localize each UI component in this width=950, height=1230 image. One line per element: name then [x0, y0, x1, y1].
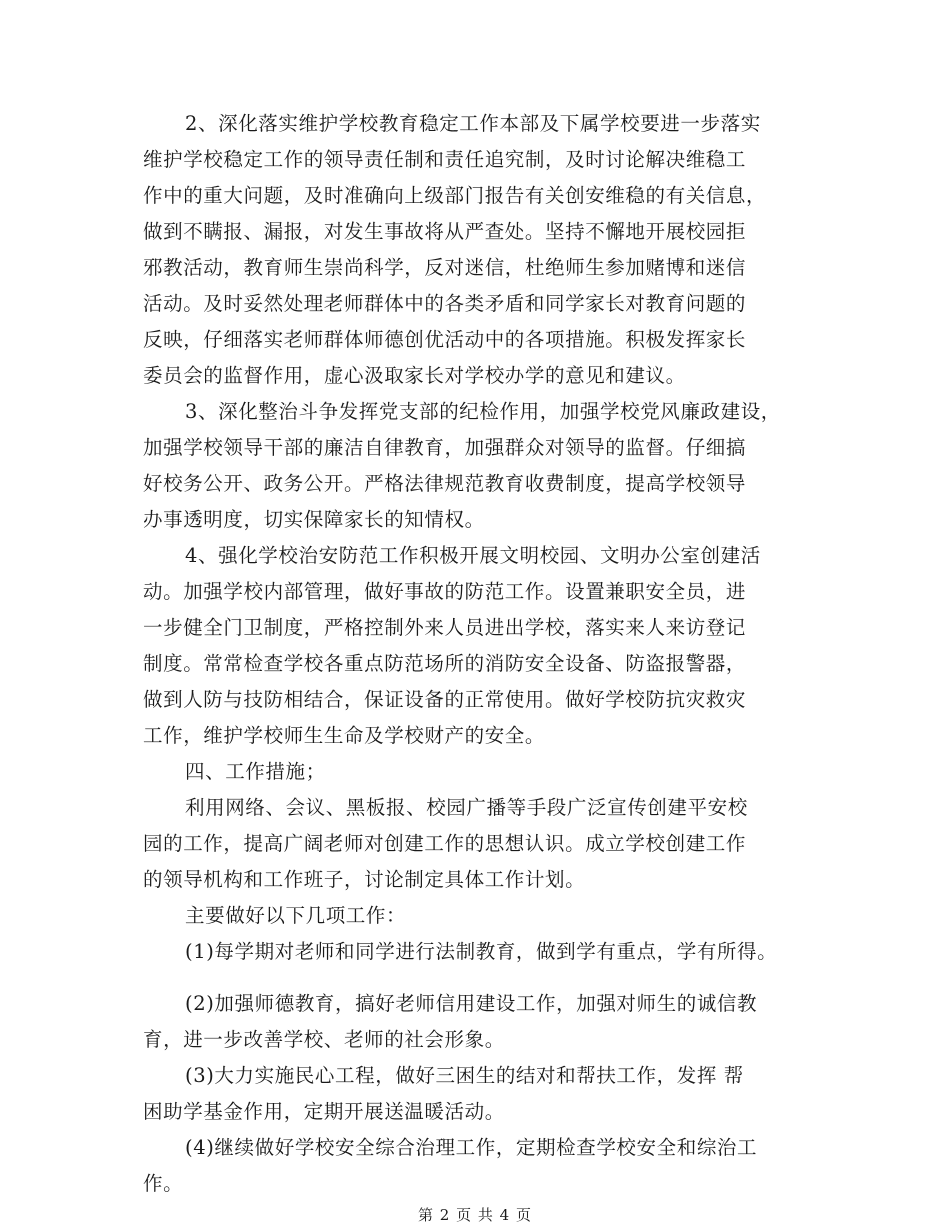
paragraph-4-line-4: 制度。常常检查学校各重点防范场所的消防安全设备、防盗报警器， — [143, 652, 747, 675]
paragraph-2-line-5: 邪教活动，教育师生崇尚科学，反对迷信，杜绝师生参加赌博和迷信 — [143, 256, 747, 279]
paragraph-2-line-7: 反映，仔细落实老师群体师德创优活动中的各项措施。积极发挥家长 — [143, 328, 747, 351]
tasks-intro: 主要做好以下几项工作： — [185, 904, 407, 927]
measures-line-2: 园的工作，提高广阔老师对创建工作的思想认识。成立学校创建工作 — [143, 832, 747, 855]
measures-line-1: 利用网络、会议、黑板报、校园广播等手段广泛宣传创建平安校 — [185, 796, 748, 819]
section-heading: 四、工作措施； — [185, 760, 326, 783]
paragraph-3-line-1: 3、深化整治斗争发挥党支部的纪检作用，加强学校党风廉政建设， — [185, 400, 781, 423]
task-3-line-1: (3)大力实施民心工程，做好三困生的结对和帮扶工作，发挥 帮 — [185, 1064, 744, 1087]
paragraph-3-line-3: 好校务公开、政务公开。严格法律规范教育收费制度，提高学校领导 — [143, 472, 747, 495]
measures-line-3: 的领导机构和工作班子，讨论制定具体工作计划。 — [143, 868, 586, 891]
paragraph-4-line-6: 工作，维护学校师生生命及学校财产的安全。 — [143, 724, 546, 747]
paragraph-2-line-3: 作中的重大问题，及时准确向上级部门报告有关创安维稳的有关信息， — [143, 184, 767, 207]
task-2-line-1: (2)加强师德教育，搞好老师信用建设工作，加强对师生的诚信教 — [185, 992, 758, 1015]
task-2-line-2: 育，进一步改善学校、老师的社会形象。 — [143, 1028, 505, 1051]
page-number: 第 2 页 共 4 页 — [418, 1206, 532, 1224]
paragraph-4-line-5: 做到人防与技防相结合，保证设备的正常使用。做好学校防抗灾救灾 — [143, 688, 747, 711]
paragraph-3-line-2: 加强学校领导干部的廉洁自律教育，加强群众对领导的监督。仔细搞 — [143, 436, 747, 459]
paragraph-2-line-4: 做到不瞒报、漏报，对发生事故将从严查处。坚持不懈地开展校园拒 — [143, 220, 747, 243]
paragraph-4-line-1: 4、强化学校治安防范工作积极开展文明校园、文明办公室创建活 — [185, 544, 761, 567]
task-4-line-2: 作。 — [143, 1172, 184, 1195]
paragraph-2-line-2: 维护学校稳定工作的领导责任制和责任追究制，及时讨论解决维稳工 — [143, 148, 747, 171]
task-4-line-1: (4)继续做好学校安全综合治理工作，定期检查学校安全和综治工 — [185, 1136, 758, 1159]
task-1: (1)每学期对老师和同学进行法制教育，做到学有重点，学有所得。 — [185, 940, 778, 963]
paragraph-3-line-4: 办事透明度，切实保障家长的知情权。 — [143, 508, 485, 531]
paragraph-4-line-3: 一步健全门卫制度，严格控制外来人员进出学校，落实来人来访登记 — [143, 616, 747, 639]
task-3-line-2: 困助学基金作用，定期开展送温暖活动。 — [143, 1100, 505, 1123]
paragraph-2-line-1: 2、深化落实维护学校教育稳定工作本部及下属学校要进一步落实 — [185, 112, 761, 135]
paragraph-4-line-2: 动。加强学校内部管理，做好事故的防范工作。设置兼职安全员，进 — [143, 580, 747, 603]
paragraph-2-line-6: 活动。及时妥然处理老师群体中的各类矛盾和同学家长对教育问题的 — [143, 292, 747, 315]
paragraph-2-line-8: 委员会的监督作用，虚心汲取家长对学校办学的意见和建议。 — [143, 364, 686, 387]
